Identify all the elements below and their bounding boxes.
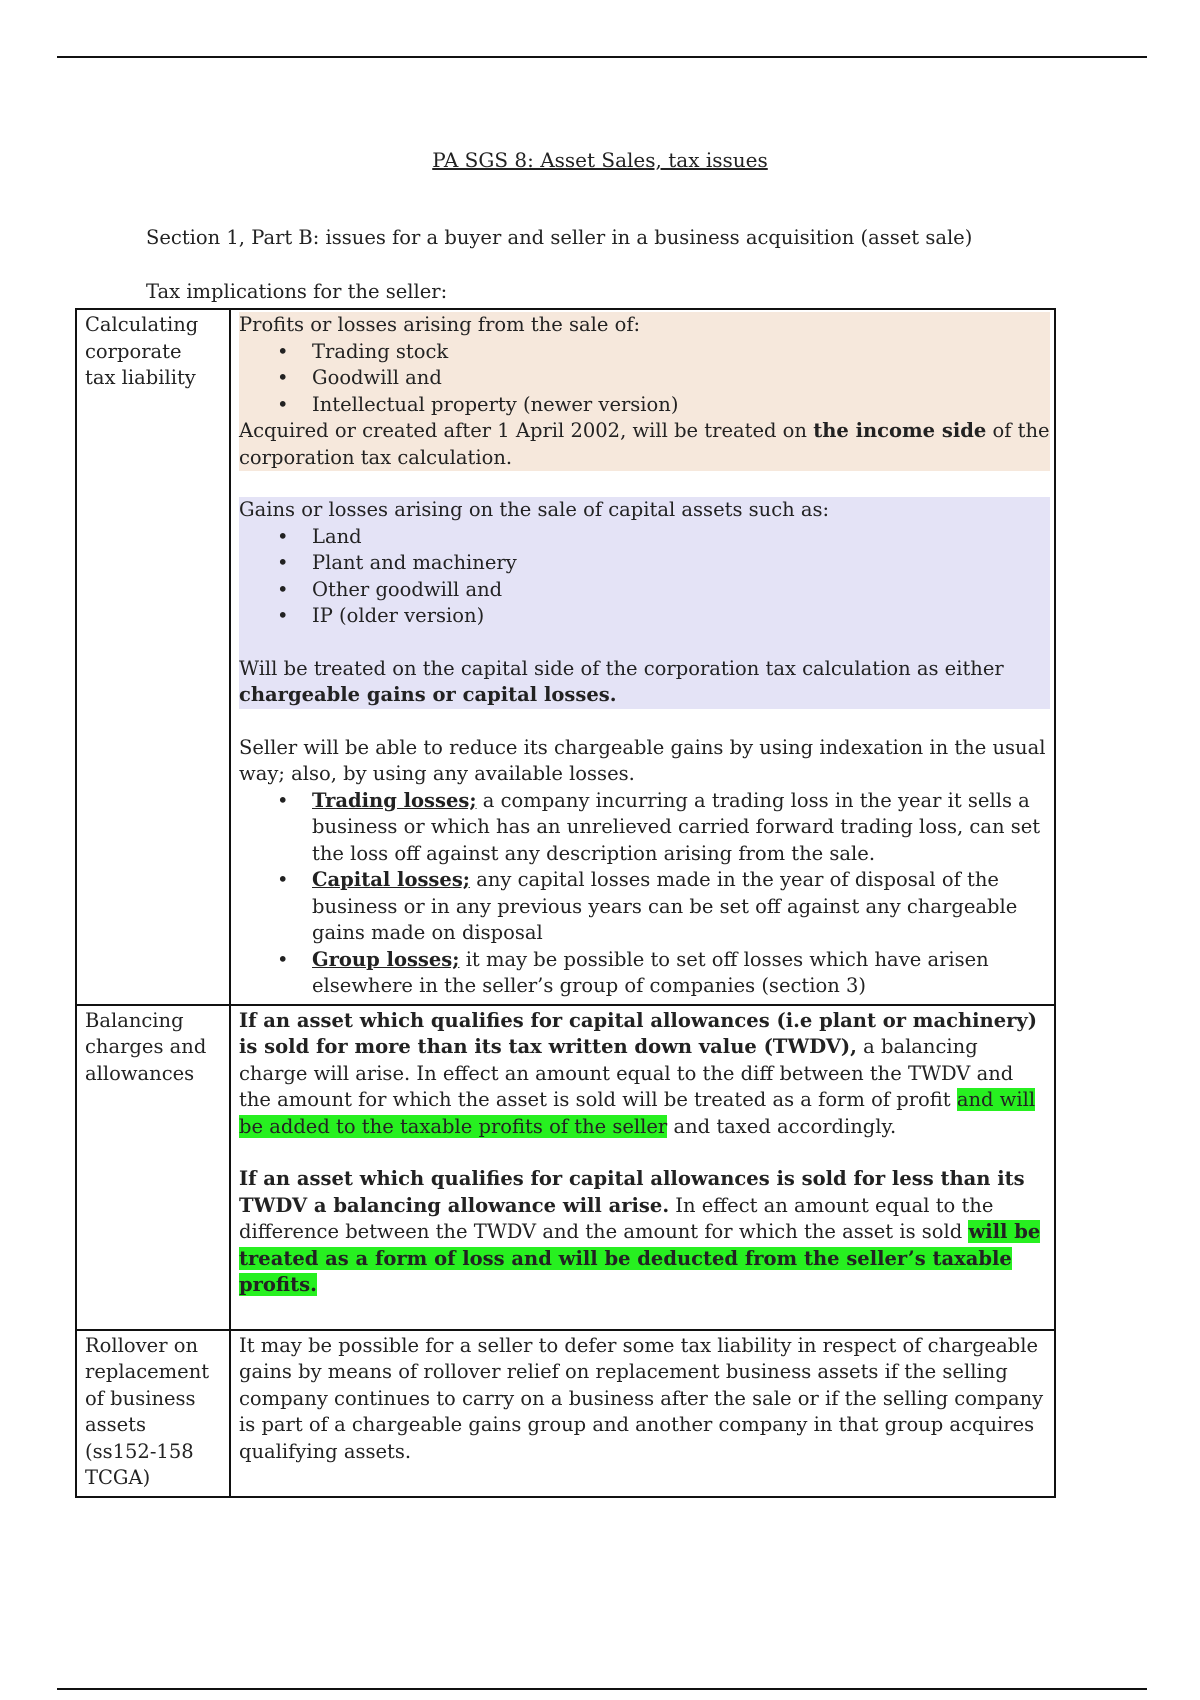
row-label-corporate-tax: Calculating corporate tax liability — [76, 309, 230, 1005]
list-item: • Plant and machinery — [312, 550, 1050, 577]
capital-items-list — [239, 524, 1050, 630]
row-content-corporate-tax — [230, 309, 1055, 1005]
list-item: • Trading stock — [312, 339, 1050, 366]
table-row — [76, 1330, 1055, 1497]
list-item: • Intellectual property (newer version) — [312, 392, 1050, 419]
footer-rule — [57, 1688, 1147, 1690]
lead-text: Tax implications for the seller: — [146, 280, 448, 303]
table-row — [76, 309, 1055, 1005]
tax-implications-table — [75, 308, 1056, 1498]
highlighted-text: and will be added to the taxable profits of the seller — [239, 1088, 1036, 1138]
list-item: • Other goodwill and — [312, 577, 1050, 604]
list-item: • Group losses; it may be possible to set off losses which have arisen elsewhere in the seller’s group of companies (section 3) — [312, 947, 1046, 1000]
balancing-charge-paragraph: If an asset which qualifies for capital allowances (i.e plant or machinery) is sold for more than its tax written down value (TWDV), a balancing charge will arise. In effect an amount equal to the diff between the TWDV and the amount for which the asset is sold will be treated as a form of profit and will be added to the taxable profits of the seller and taxed accordingly. — [239, 1008, 1037, 1138]
header-rule — [57, 56, 1147, 58]
table-row — [76, 1005, 1055, 1330]
list-item: • IP (older version) — [312, 603, 1050, 630]
loss-types-list — [239, 788, 1046, 1000]
highlighted-text: will be treated as a form of loss and will be deducted from the seller’s taxable profits. — [239, 1220, 1041, 1296]
row-label-rollover: Rollover on replacement of business assets (ss152-158 TCGA) — [76, 1330, 230, 1497]
capital-side-block: Gains or losses arising on the sale of capital assets such as: • Land • Plant and machinery • Other goodwill and • IP (older version) Will be treated on the capital side of the corporation tax calculation as either chargeable gains or capital losses. — [239, 497, 1050, 709]
list-item: • Trading losses; a company incurring a trading loss in the year it sells a business or which has an unrelieved carried forward trading loss, can set the loss off against any description arising from the sale. — [312, 788, 1046, 868]
row-content-rollover: It may be possible for a seller to defer some tax liability in respect of chargeable gains by means of rollover relief on replacement business assets if the selling company continues to carry on a business after the sale or if the selling company is part of a chargeable gains group and another company in that group acquires qualifying assets. — [230, 1330, 1055, 1497]
list-item: • Capital losses; any capital losses made in the year of disposal of the business or in any previous years can be set off against any chargeable gains made on disposal — [312, 867, 1046, 947]
section-heading: Section 1, Part B: issues for a buyer and seller in a business acquisition (asset sale) — [146, 226, 973, 249]
row-content-balancing — [230, 1005, 1055, 1330]
income-side-block: Profits or losses arising from the sale of: • Trading stock • Goodwill and • Intellectual property (newer version) Acquired or created after 1 April 2002, will be treated on the income side of the corporation tax calculation. — [239, 312, 1050, 471]
seller-losses-block: Seller will be able to reduce its chargeable gains by using indexation in the usual way; also, by using any available losses. • Trading losses; a company incurring a trading loss in the year it sells a business or which has an unrelieved carried forward trading loss, can set the loss off against any description arising from the sale. • Capital losses; any capital losses made in the year of disposal of the business or in any previous years can be set off against any chargeable gains made on disposal • Group losses; it may be possible to set off losses which have arisen elsewhere in the seller’s group of companies (section 3) — [239, 735, 1046, 1000]
row-label-balancing: Balancing charges and allowances — [76, 1005, 230, 1330]
list-item: • Land — [312, 524, 1050, 551]
balancing-allowance-paragraph: If an asset which qualifies for capital allowances is sold for less than its TWDV a balancing allowance will arise. In effect an amount equal to the difference between the TWDV and the amount for which the asset is sold will be treated as a form of loss and will be deducted from the seller’s taxable profits. — [239, 1167, 1041, 1296]
list-item: • Goodwill and — [312, 365, 1050, 392]
page-title: PA SGS 8: Asset Sales, tax issues — [432, 148, 768, 172]
income-items-list — [239, 339, 1050, 419]
